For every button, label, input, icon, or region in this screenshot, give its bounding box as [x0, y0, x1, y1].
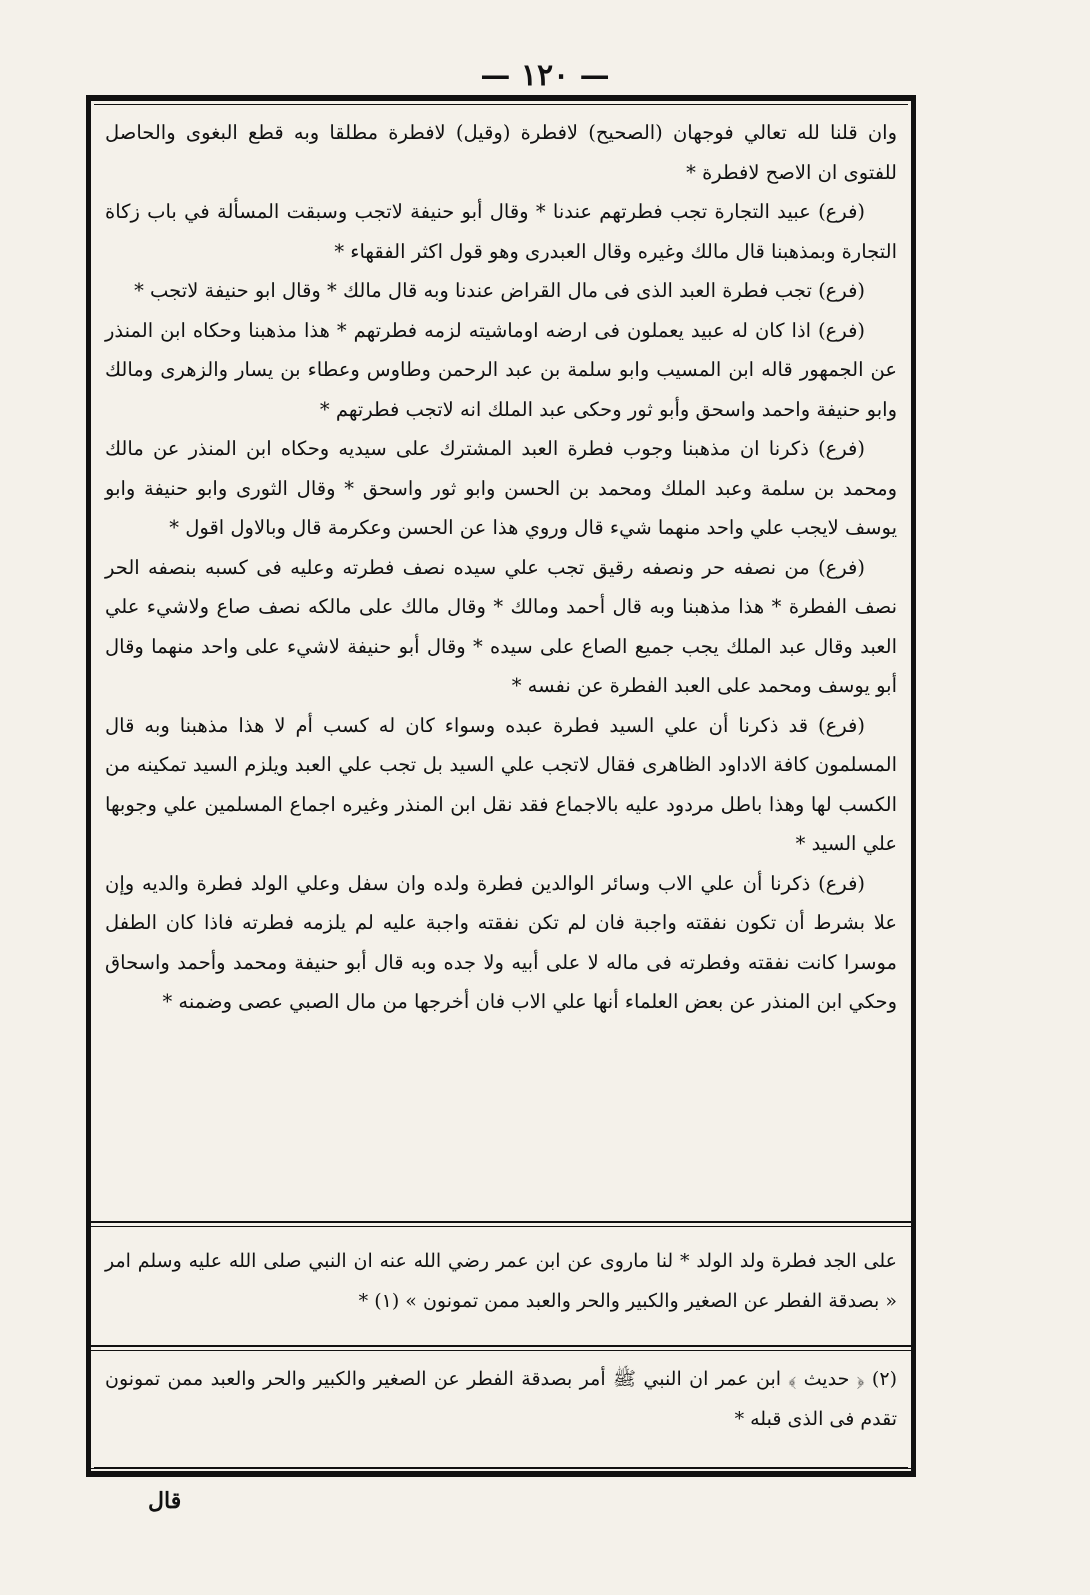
- main-text: [105, 113, 897, 1022]
- commentary-paragraph: على الجد فطرة ولد الولد * لنا ماروى عن ابن عمر رضي الله عنه ان النبي صلى الله عليه وسلم امر « بصدقة الفطر عن الصغير والكبير والحر والعبد ممن تمونون » (١) *: [105, 1250, 897, 1312]
- bottom-rule: [86, 1468, 916, 1469]
- footnote-paragraph: (٢) ﴿ حديث ﴾ ابن عمر ان النبي ﷺ أمر بصدقة الفطر عن الصغير والكبير والحر والعبد ممن تمونون تقدم فى الذى قبله *: [105, 1368, 897, 1430]
- footnote: [105, 1359, 897, 1439]
- page-number: — ١٢٠ —: [480, 58, 610, 93]
- commentary-text: [105, 1241, 897, 1321]
- paragraph: (فرع) ذكرنا ان مذهبنا وجوب فطرة العبد المشترك على سيديه وحكاه ابن المنذر عن مالك ومحمد بن سلمة وعبد الملك ومحمد بن الحسن وابو ثور واسحق * وقال الثورى وابو حنيفة وابو يوسف لايجب علي واحد منهما شيء قال وروي هذا عن الحسن وعكرمة قال وبالاول اقول *: [105, 437, 897, 539]
- paragraph: (فرع) من نصفه حر ونصفه رقيق تجب علي سيده نصف فطرته وعليه فى كسبه بنصفه الحر نصف الفطرة * هذا مذهبنا وبه قال أحمد ومالك * وقال مالك على مالكه نصف صاع ولاشيء علي العبد وقال عبد الملك يجب جميع الصاع على سيده * وقال أبو حنيفة لاشيء على واحد منهما وقال أبو يوسف ومحمد على العبد الفطرة عن نفسه *: [105, 555, 897, 697]
- paragraph: (فرع) تجب فطرة العبد الذى فى مال القراض عندنا وبه قال مالك * وقال ابو حنيفة لاتجب *: [134, 279, 865, 302]
- paragraph: (فرع) عبيد التجارة تجب فطرتهم عندنا * وقال أبو حنيفة لاتجب وسبقت المسألة في باب زكاة التجارة وبمذهبنا قال مالك وغيره وقال العبدرى وهو قول اكثر الفقهاء *: [105, 200, 897, 263]
- page-frame: [86, 95, 916, 1477]
- section-divider: [91, 1221, 911, 1223]
- paragraph: (فرع) قد ذكرنا أن علي السيد فطرة عبده وسواء كان له كسب أم لا هذا مذهبنا وبه قال المسلمون كافة الاداود الظاهرى فقال لاتجب علي السيد بل تجب علي العبد ويلزم السيد تمكينه من الكسب لها وهذا باطل مردود عليه بالاجماع فقد نقل ابن المنذر وغيره اجماع المسلمين علي وجوبها علي السيد *: [105, 713, 897, 855]
- catchword: قال: [148, 1488, 182, 1514]
- paragraph: (فرع) ذكرنا أن علي الاب وسائر الوالدين فطرة ولده وان سفل وعلي الولد فطرة والديه وإن علا بشرط أن تكون نفقته واجبة فان لم تكن نفقته واجبة عليه لم يلزمه فطرته فاذا كان الطفل موسرا كانت نفقته وفطرته فى ماله لا على أبيه ولا جده وبه قال أبو حنيفة ومحمد وأحمد واسحاق وحكي ابن المنذر عن بعض العلماء أنها علي الاب فان أخرجها من مال الصبي عصى وضمنه *: [105, 871, 897, 1013]
- paragraph: (فرع) اذا كان له عبيد يعملون فى ارضه اوماشيته لزمه فطرتهم * هذا مذهبنا وحكاه ابن المنذر عن الجمهور قاله ابن المسيب وابو سلمة بن عبد الرحمن وطاوس وعطاء بن يسار والزهرى ومالك وابو حنيفة واحمد واسحق وأبو ثور وحكى عبد الملك انه لاتجب فطرتهم *: [105, 318, 897, 421]
- paragraph: وان قلنا لله تعالي فوجهان (الصحيح) لافطرة (وقيل) لافطرة مطلقا وبه قطع البغوى والحاصل للفتوى ان الاصح لافطرة *: [105, 121, 897, 184]
- footnote-divider: [91, 1345, 911, 1347]
